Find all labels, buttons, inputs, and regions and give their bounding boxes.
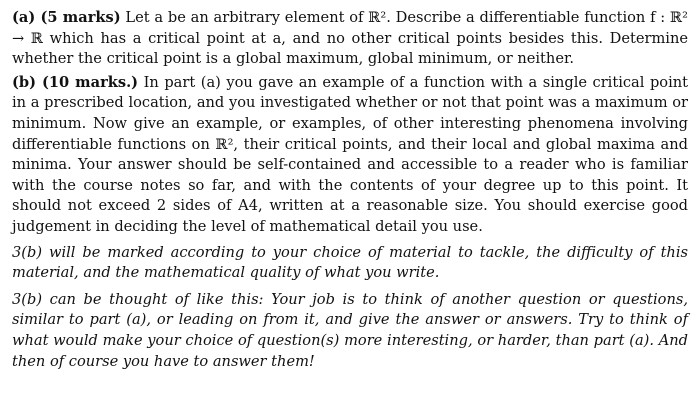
part-a-label: (a) (5 marks)	[12, 9, 121, 26]
part-a-text: Let a be an arbitrary element of ℝ². Describe a differentiable function f : ℝ² → ℝ which has a critical point at a, and no other critical points besides this. Determine whether the critical point is a global maximum, global minimum, or neither.	[12, 9, 688, 68]
part-a	[12, 8, 688, 70]
part-b	[12, 73, 688, 238]
guidance-note: 3(b) can be thought of like this: Your job is to think of another question or questions, similar to part (a), or leading on from it, and give the answer or answers. Try to think of what would make your choice of question(s) more interesting, or harder, than part (a). And then of course you have to answer them!	[12, 290, 688, 370]
part-b-label: (b) (10 marks.)	[12, 73, 139, 91]
marking-note: 3(b) will be marked according to your choice of material to tackle, the difficulty of this material, and the mathematical quality of what you write.	[12, 243, 688, 282]
part-b-text: In part (a) you gave an example of a function with a single critical point in a prescribed location, and you investigated whether or not that point was a maximum or minimum. Now give an example, or examples, of other interesting phenomena involving differentiable functions on ℝ², their critical points, and their local and global maxima and minima. Your answer should be self-contained and accessible to a reader who is familiar with the course notes so far, and with the contents of your degree up to this point. It should not exceed 2 sides of A4, written at a reasonable size. You should exercise good judgement in deciding the level of mathematical detail you use.	[12, 73, 689, 235]
